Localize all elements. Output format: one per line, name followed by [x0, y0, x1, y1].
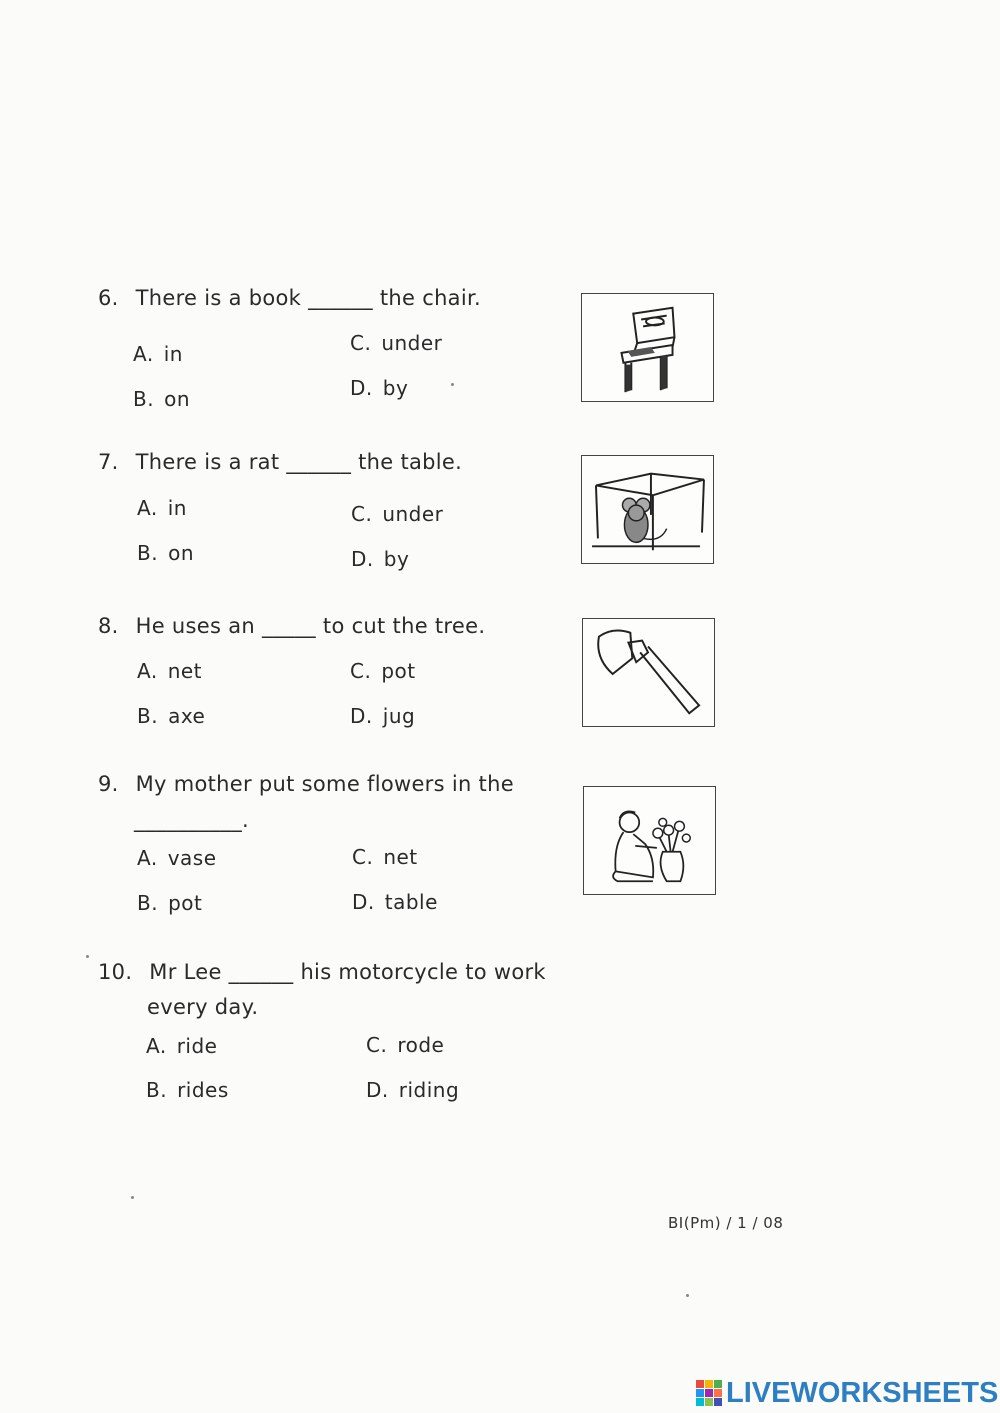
table-icon: [582, 456, 713, 563]
option-d[interactable]: D. jug: [350, 704, 416, 728]
option-c[interactable]: C. net: [352, 845, 418, 869]
question-number: 7.: [98, 450, 119, 474]
scan-speck: [686, 1294, 689, 1297]
paper-code: BI(Pm) / 1 / 08: [668, 1214, 784, 1232]
liveworksheets-logo: [695, 1376, 998, 1410]
question-text: My mother put some flowers in the: [135, 772, 514, 796]
option-a[interactable]: A. in: [137, 496, 187, 520]
option-a[interactable]: A. net: [137, 659, 203, 683]
option-b[interactable]: B. axe: [137, 704, 206, 728]
question-6-stem: [98, 286, 481, 310]
axe-icon: [583, 619, 714, 726]
option-b[interactable]: B. on: [133, 387, 190, 411]
question-number: 6.: [98, 286, 119, 310]
question-number: 9.: [98, 772, 119, 796]
question-9-blank: __________.: [134, 808, 249, 832]
scan-speck: [86, 955, 89, 958]
vase-icon: [584, 787, 715, 894]
option-c[interactable]: C. pot: [350, 659, 416, 683]
option-d[interactable]: D. table: [352, 890, 438, 914]
question-text: He uses an _____ to cut the tree.: [135, 614, 486, 638]
question-10-stem: [98, 960, 546, 984]
option-d[interactable]: D. by: [351, 547, 410, 571]
axe-picture: [582, 618, 715, 727]
scan-speck: [451, 383, 454, 386]
chair-icon: [582, 294, 713, 401]
rat-under-table-picture: [581, 455, 714, 564]
option-c[interactable]: C. under: [351, 502, 444, 526]
question-text: Mr Lee ______ his motorcycle to work: [149, 960, 546, 984]
liveworksheets-icon: [695, 1379, 723, 1407]
question-7-stem: [98, 450, 462, 474]
option-a[interactable]: A. vase: [137, 846, 217, 870]
option-c[interactable]: C. under: [350, 331, 443, 355]
option-b[interactable]: B. on: [137, 541, 194, 565]
question-number: 10.: [98, 960, 133, 984]
rat-icon: [622, 498, 666, 542]
woman-with-flower-vase-picture: [583, 786, 716, 895]
brand-name: LIVEWORKSHEETS: [726, 1376, 999, 1409]
question-text: There is a book ______ the chair.: [135, 286, 481, 310]
option-c[interactable]: C. rode: [366, 1033, 445, 1057]
option-d[interactable]: D. by: [350, 376, 409, 400]
scan-speck: [131, 1196, 134, 1199]
option-a[interactable]: A. in: [133, 342, 183, 366]
option-a[interactable]: A. ride: [146, 1034, 218, 1058]
question-10-stem-line2: every day.: [147, 995, 259, 1019]
option-b[interactable]: B. rides: [146, 1078, 229, 1102]
question-8-stem: [98, 614, 485, 638]
option-d[interactable]: D. riding: [366, 1078, 460, 1102]
question-text: There is a rat ______ the table.: [135, 450, 463, 474]
question-number: 8.: [98, 614, 119, 638]
option-b[interactable]: B. pot: [137, 891, 203, 915]
question-9-stem: [98, 772, 514, 796]
chair-with-book-picture: [581, 293, 714, 402]
